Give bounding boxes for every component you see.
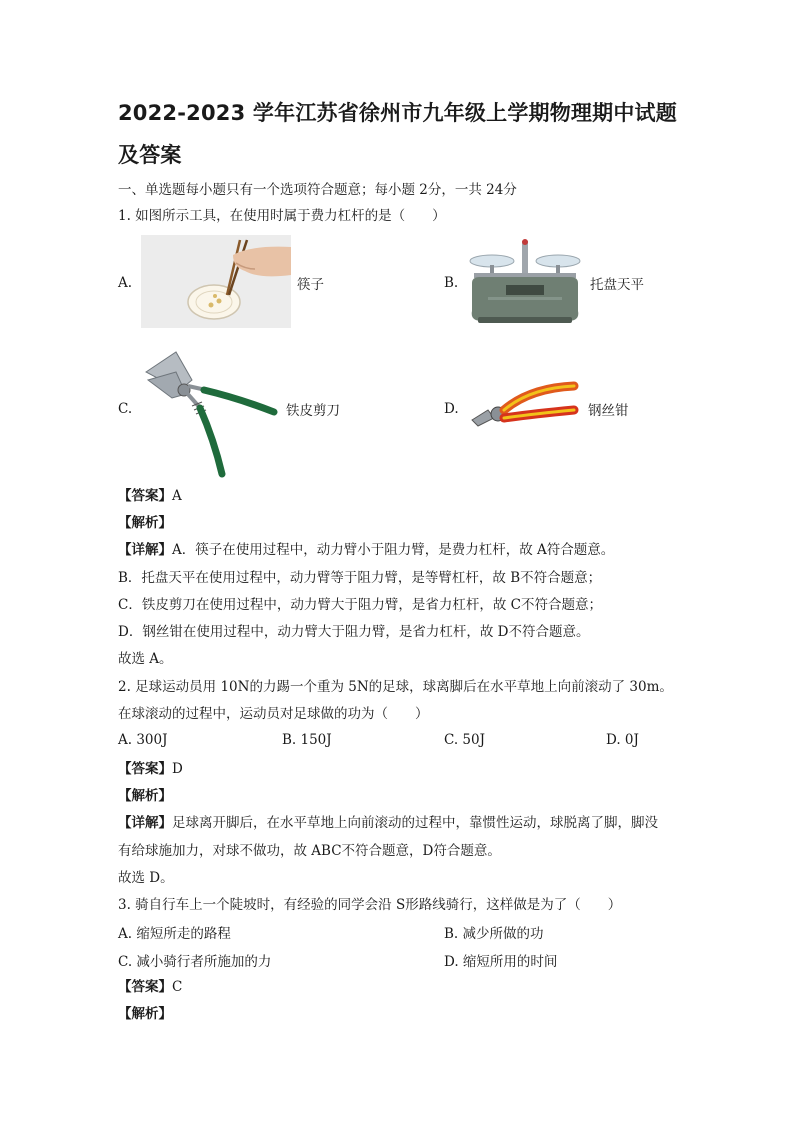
- q2-answer-tag: 【答案】: [118, 761, 172, 777]
- q2-stem-line2: 在球滚动的过程中，运动员对足球做的功为（ ）: [118, 706, 429, 722]
- section-heading: 一、单选题每小题只有一个选项符合题意；每小题 2分，一共 24分: [118, 182, 517, 198]
- q2-detail-line1: [118, 813, 658, 833]
- q3-choice-d: D. 缩短所用的时间: [444, 954, 558, 970]
- q2-answer-value: D: [172, 761, 183, 777]
- q1-option-d-letter: D.: [444, 401, 459, 417]
- q2-detail-tag: 【详解】: [118, 815, 172, 831]
- q1-conclusion: 故选 A。: [118, 651, 173, 667]
- q2-analysis-tag: 【解析】: [118, 788, 172, 804]
- chopsticks-image: [141, 235, 291, 328]
- q2-detail-text1: 足球离开脚后，在水平草地上向前滚动的过程中，靠惯性运动，球脱离了脚，脚没: [172, 815, 658, 831]
- q3-choice-a: A. 缩短所走的路程: [118, 926, 231, 942]
- pliers-image: [470, 380, 580, 436]
- q3-answer: [118, 977, 182, 997]
- page-title: 2022-2023 学年江苏省徐州市九年级上学期物理期中试题及答案: [118, 101, 677, 167]
- q1-option-b-label: 托盘天平: [590, 277, 644, 293]
- q3-choice-c: C. 减小骑行者所施加的力: [118, 954, 272, 970]
- q2-conclusion: 故选 D。: [118, 870, 174, 886]
- q2-choice-a: A. 300J: [118, 732, 168, 748]
- q1-analysis-tag: 【解析】: [118, 515, 172, 531]
- q3-answer-value: C: [172, 979, 183, 995]
- q1-detail-a: A．筷子在使用过程中，动力臂小于阻力臂，是费力杠杆，故 A符合题意。: [172, 542, 615, 558]
- q1-detail-line: [118, 540, 614, 560]
- q1-detail-d: D．钢丝钳在使用过程中，动力臂大于阻力臂，是省力杠杆，故 D不符合题意。: [118, 624, 590, 640]
- q1-option-a-letter: A.: [118, 275, 133, 291]
- q1-detail-b: B．托盘天平在使用过程中，动力臂等于阻力臂，是等臂杠杆，故 B不符合题意；: [118, 570, 602, 586]
- q2-choice-b: B. 150J: [282, 732, 332, 748]
- q1-option-a-label: 筷子: [297, 277, 324, 293]
- q1-detail-c: C．铁皮剪刀在使用过程中，动力臂大于阻力臂，是省力杠杆，故 C不符合题意；: [118, 597, 602, 613]
- q1-answer-tag: 【答案】: [118, 488, 172, 504]
- tin-snips-image: [142, 350, 278, 478]
- q1-option-c-label: 铁皮剪刀: [286, 403, 340, 419]
- q2-choice-c: C. 50J: [444, 732, 486, 748]
- q3-choice-b: B. 减少所做的功: [444, 926, 544, 942]
- q1-detail-tag: 【详解】: [118, 542, 172, 558]
- q1-answer-value: A: [172, 488, 182, 504]
- balance-image: [464, 237, 586, 325]
- q1-answer: [118, 486, 182, 506]
- q3-answer-tag: 【答案】: [118, 979, 172, 995]
- q3-analysis-tag: 【解析】: [118, 1006, 172, 1022]
- q2-answer: [118, 759, 183, 779]
- q1-option-c-letter: C.: [118, 401, 133, 417]
- q2-stem-line1: 2. 足球运动员用 10N的力踢一个重为 5N的足球，球离脚后在水平草地上向前滚动了 30m。: [118, 679, 673, 695]
- q2-choice-d: D. 0J: [606, 732, 639, 748]
- q3-stem: 3. 骑自行车上一个陡坡时，有经验的同学会沿 S形路线骑行，这样做是为了（ ）: [118, 897, 622, 913]
- q1-option-b-letter: B.: [444, 275, 459, 291]
- q2-detail-line2: 有给球施加力，对球不做功，故 ABC不符合题意，D符合题意。: [118, 843, 501, 859]
- q1-stem: 1. 如图所示工具，在使用时属于费力杠杆的是（ ）: [118, 208, 446, 224]
- q1-option-d-label: 钢丝钳: [588, 403, 629, 419]
